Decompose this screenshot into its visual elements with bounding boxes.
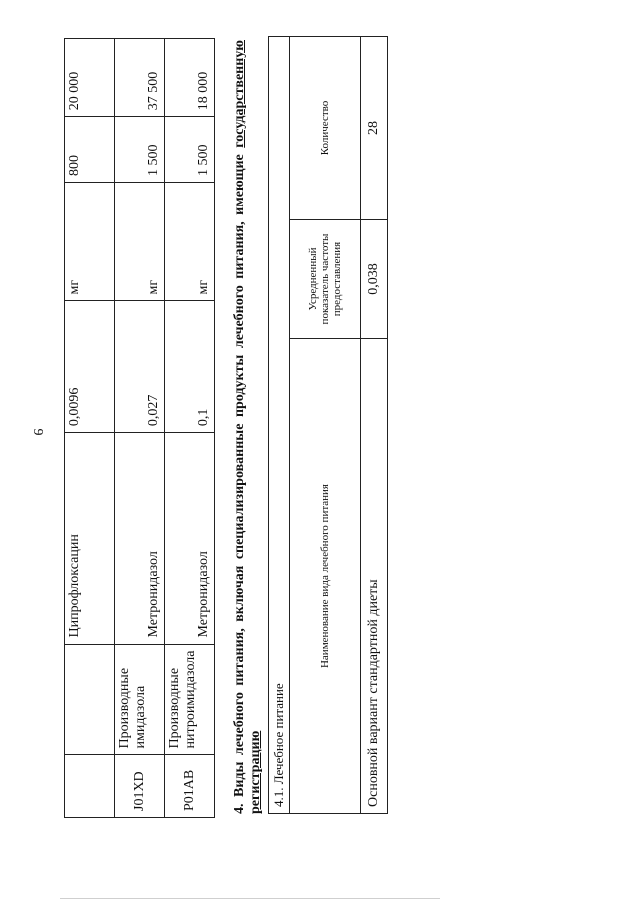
- atc-code-cell: J01XD: [115, 755, 165, 818]
- header-diet-name: Наименование вида лечебного питания: [290, 339, 361, 814]
- frequency-cell: 0,027: [115, 301, 165, 433]
- subsection-title: 4.1. Лечебное питание: [269, 37, 290, 814]
- drug-name-cell: Ципрофлоксацин: [65, 433, 115, 644]
- daily-dose-cell: 800: [65, 117, 115, 183]
- daily-dose-cell: 1 500: [115, 117, 165, 183]
- quantity-cell: 28: [361, 37, 388, 220]
- page-number: 9: [30, 428, 45, 436]
- table-row: [115, 39, 165, 818]
- table-row: [269, 37, 290, 814]
- frequency-cell: 0,0096: [65, 301, 115, 433]
- diet-name-cell: Основной вариант стандартной диеты: [361, 339, 388, 814]
- section-heading-text: 4. Виды лечебного питания, включая специализированные продукты лечебного питания, имеющие: [232, 154, 247, 814]
- frequency-cell: 0,1: [165, 301, 215, 433]
- diet-table: [268, 36, 388, 814]
- atc-code-cell: P01AB: [165, 755, 215, 818]
- drug-group-cell: Производные имидазола: [115, 644, 165, 755]
- table-row: [65, 39, 115, 818]
- table-row: [361, 37, 388, 814]
- table-row: [165, 39, 215, 818]
- course-dose-cell: 18 000: [165, 39, 215, 117]
- drug-table-grid: [64, 38, 215, 818]
- course-dose-cell: 20 000: [65, 39, 115, 117]
- header-quantity: Количество: [290, 37, 361, 220]
- drug-name-cell: Метронидазол: [115, 433, 165, 644]
- unit-cell: мг: [165, 182, 215, 301]
- section-heading: [232, 40, 264, 814]
- drug-group-cell: Производные нитроимидазола: [165, 644, 215, 755]
- section-heading-underlined: государственную регистрацию: [232, 40, 263, 814]
- atc-code-cell: [65, 755, 115, 818]
- unit-cell: мг: [65, 182, 115, 301]
- rotated-page-content: [64, 38, 394, 818]
- header-frequency: Усредненный показатель частоты предоставления: [290, 220, 361, 339]
- unit-cell: мг: [115, 182, 165, 301]
- scan-artifact-line: [60, 898, 440, 899]
- course-dose-cell: 37 500: [115, 39, 165, 117]
- drug-group-cell: [65, 644, 115, 755]
- frequency-cell: 0,038: [361, 220, 388, 339]
- table-header-row: [290, 37, 361, 814]
- drug-name-cell: Метронидазол: [165, 433, 215, 644]
- daily-dose-cell: 1 500: [165, 117, 215, 183]
